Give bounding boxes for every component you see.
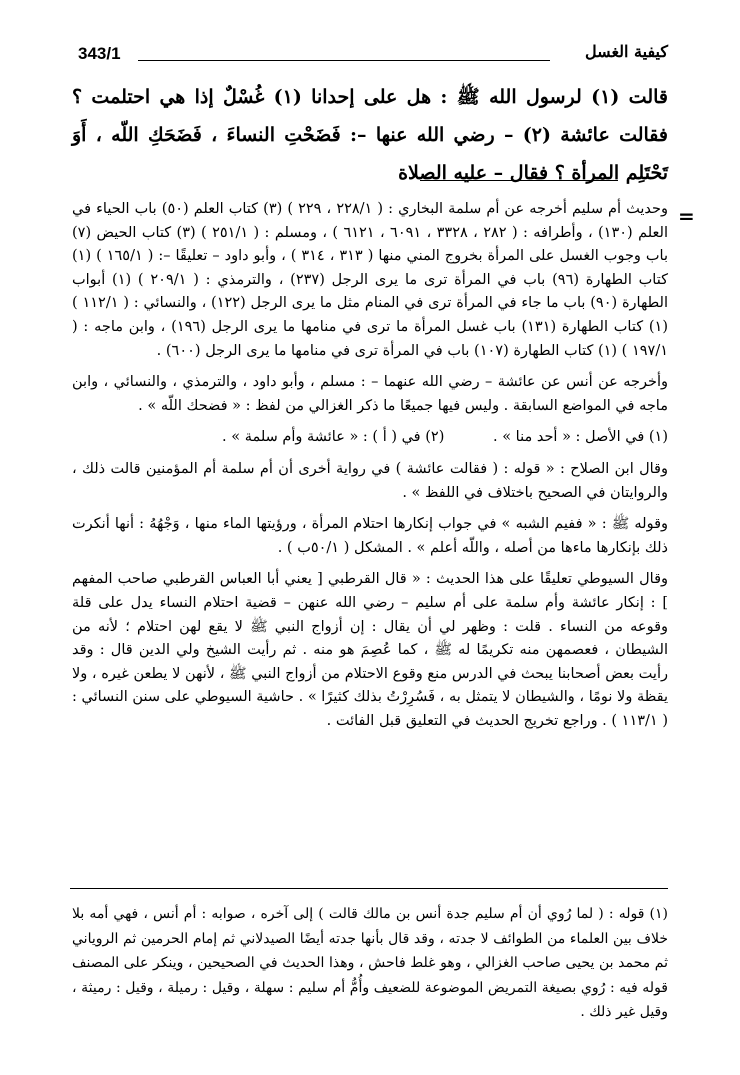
commentary-paragraph: وقوله ﷺ : « ففيم الشبه » في جواب إنكارها احتلام المرأة ، ورؤيتها الماء منها ، وَجْهُهُ : أنها أنكرت ذلك بإنكارها ماءها من أصله ، واللّه أعلم » . المشكل ( ٥٠/١ب ) . [72, 516, 668, 556]
page-number: 343/1 [78, 44, 121, 63]
main-text: قالت (١) لرسول الله ﷺ : هل على إحدانا (١) غُسْلٌ إذا هي احتلمت ؟ فقالت عائشة (٢) – رضي الله عنها –: فَضَحْتِ النساءَ ، فَضَحَكِ اللّه ، أَوَ تَحْتَلِم المرأة ؟ فقال – عليه الصلاة [72, 86, 668, 184]
header-rule [138, 60, 550, 61]
commentary-paragraph: وقال السيوطي تعليقًا على هذا الحديث : « قال القرطبي [ يعني أبا العباس القرطبي صاحب المفهم ] : إنكار عائشة وأم سلمة على أم سليم – رضي الله عنهن – قضية احتلام النساء يدل على قلة وقوعه من النساء . قلت : وظهر لي أن يقال : إن أزواج النبي ﷺ لا يقع لهن احتلام ؛ لأنه من الشيطان ، فعصمهن منه تكريمًا له ﷺ ، كما عُصِمَ هو منه . ثم رأيت الشيخ ولي الدين قال : وقد رأيت بعض أصحابنا يبحث في الدرس منع وقوع الاحتلام من أزواج النبي ﷺ ، لأنهن لا يطعن غيره ، ولا يقظة ولا نومًا ، والشيطان لا يتمثل به ، فَسُرِرْتُ بذلك كثيرًا » . حاشية السيوطي على سنن النسائي : ( ١١٣/١ ) . وراجع تخريج الحديث في التعليق قبل الفائت . [72, 571, 668, 729]
note-2: (٢) في ( أ ) : « عائشة وأم سلمة » . [222, 429, 445, 446]
continuation-marker: = [678, 204, 695, 228]
note-1: (١) في الأصل : « أحد منا » . [492, 429, 668, 446]
commentary-paragraph: وقال ابن الصلاح : « قوله : ( فقالت عائشة ) في رواية أخرى أن أم سلمة أم المؤمنين قالت ذلك ، والروايتان في الصحيح باختلاف في اللفظ » . [72, 460, 668, 501]
footnote-block [72, 902, 668, 1025]
chapter-title: كيفية الغسل [585, 42, 668, 61]
footnote-separator [70, 888, 668, 889]
commentary-block [72, 198, 668, 741]
commentary-paragraph: وحديث أم سليم أخرجه عن أم سلمة البخاري : ( ٢٢٨/١ ، ٢٢٩ ) (٣) كتاب العلم (٥٠) باب الحياء في العلم (١٣٠) ، وأطرافه : ( ٢٨٢ ، ٣٣٢٨ ، ٦٠٩١ ، ٦١٢١ ) ، ومسلم : ( ٢٥١/١ ) (٣) كتاب الحيض (٧) باب وجوب الغسل على المرأة بخروج المني منها ( ٣١٣ ، ٣١٤ ) ، وأبو داود – تعليقًا –: ( ١٦٥/١ ) (١) كتاب الطهارة (٩٦) باب في المرأة ترى ما يرى الرجل (٢٣٧) ، والترمذي : ( ٢٠٩/١ ) (١) أبواب الطهارة (٩٠) باب ما جاء في المرأة ترى في المنام مثل ما يرى الرجل (١٢٢) ، والنسائي : ( ١١٢/١ ) (١) كتاب الطهارة (١٣١) باب غسل المرأة ما ترى في منامها ما يرى الرجل (١٩٦) ، وابن ماجه : ( ١٩٧/١ ) (١) كتاب الطهارة (١٠٧) باب في المرأة ترى في منامها ما يرى الرجل (٦٠٠) . [72, 201, 669, 359]
page-header [78, 44, 668, 66]
note-row [222, 426, 668, 450]
footnote-paragraph: (١) قوله : ( لما رُوي أن أم سليم جدة أنس بن مالك قالت ) إلى آخره ، صوابه : أم أنس ، فهي أمه بلا خلاف بين العلماء من الطوائف لا جدته ، وقد قال بأنها جدته أيضًا الصيدلاني ثم إمام الحرمين ثم الروياني ثم محمد بن يحيى صاحب الغزالي ، وهو غلط فاحش ، وهذا الحديث في الصحيحين ، وينكر على المصنف قوله فيه : رُوي بصيغة التمريض الموضوعة للضعيف وأُمُّ أم سليم : سهلة ، وقيل : رميلة ، وقيل : رميثة ، وقيل غير ذلك . [72, 906, 668, 1020]
commentary-paragraph: وأخرجه عن أنس عن عائشة – رضي الله عنهما – : مسلم ، وأبو داود ، والترمذي ، والنسائي ، وابن ماجه في المواضع السابقة . وليس فيها جميعًا ما ذكر الغزالي من لفظ : « فضحك اللّه » . [72, 374, 668, 414]
main-text-rule [420, 180, 618, 181]
